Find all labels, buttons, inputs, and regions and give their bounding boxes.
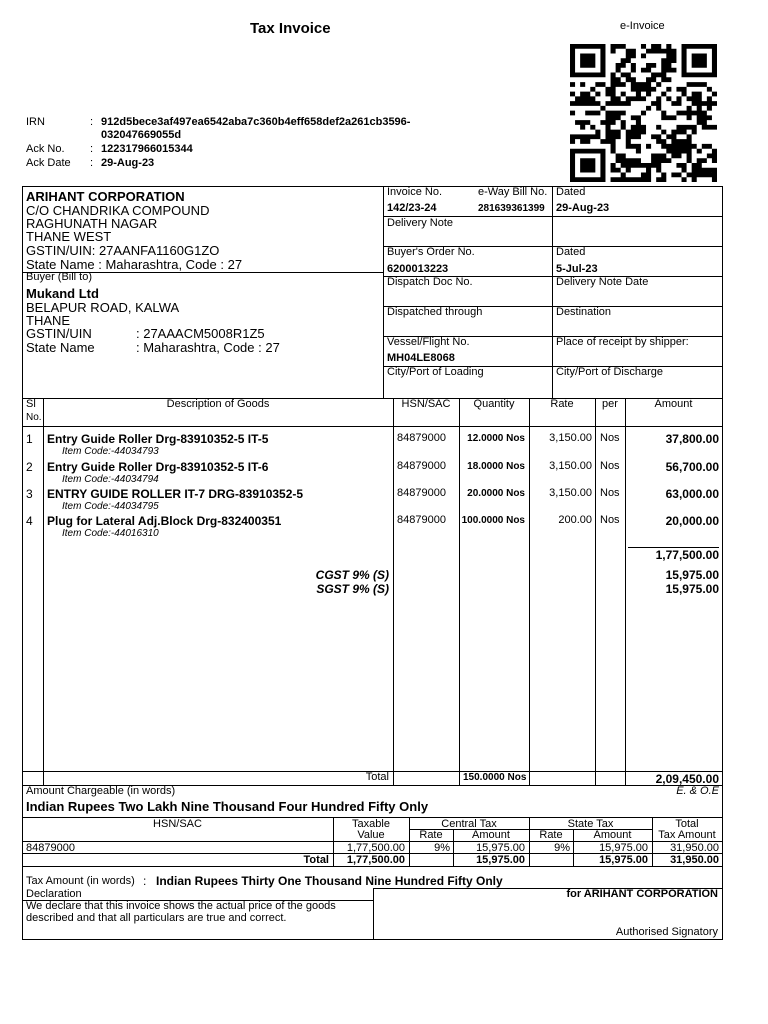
tax-col-hsn: HSN/SAC [153,818,202,830]
delivery-note-date-label: Delivery Note Date [556,276,649,288]
buyer-name: Mukand Ltd [26,286,99,301]
vessel-no: MH04LE8068 [387,352,455,364]
tax-row-hsn: 84879000 [26,842,75,854]
buyer-address-1: BELAPUR ROAD, KALWA [26,300,180,315]
cgst-amount: 15,975.00 [665,568,719,582]
item-rate: 200.00 [558,514,592,526]
col-sl: Sl [26,398,36,410]
declaration-line1: We declare that this invoice shows the actual price of the goods [26,900,336,912]
ack-date-label: Ack Date [26,157,71,169]
buyer-gstin: : 27AAACM5008R1Z5 [136,326,265,341]
item-sl: 3 [26,487,33,501]
tax-row-total: 31,950.00 [670,842,719,854]
tax-col-central: Central Tax [441,818,497,830]
tax-col-total-2: Tax Amount [658,829,716,841]
col-quantity: Quantity [473,398,515,410]
eway-no: 281639361399 [478,203,545,214]
item-sl: 1 [26,432,33,446]
tax-col-total-1: Total [675,818,699,830]
seller-name: ARIHANT CORPORATION [26,189,185,204]
item-amount: 63,000.00 [665,487,719,501]
dispatch-doc-label: Dispatch Doc No. [387,276,473,288]
ack-date-colon: : [90,157,94,169]
declaration-line2: described and that all particulars are true and correct. [26,912,287,924]
tax-total-central: 15,975.00 [476,854,525,866]
seller-address-1: C/O CHANDRIKA COMPOUND [26,203,210,218]
col-per: per [602,398,618,410]
ack-no-label: Ack No. [26,143,65,155]
item-qty: 12.0000 Nos [467,433,525,444]
dated-label: Dated [556,186,586,198]
buyers-order-no: 6200013223 [387,263,449,275]
tax-words-colon: : [143,874,147,888]
tax-col-central-amount: Amount [472,829,510,841]
item-amount: 56,700.00 [665,460,719,474]
tax-total-label: Total [303,854,329,866]
col-description: Description of Goods [166,398,270,410]
irn-label: IRN [26,116,45,128]
eoe-label: E. & O.E [676,785,719,797]
item-sl: 2 [26,460,33,474]
amount-in-words: Indian Rupees Two Lakh Nine Thousand Four Hundred Fifty Only [26,799,429,814]
tax-total-taxable: 1,77,500.00 [346,854,405,866]
tax-row-central-amount: 15,975.00 [476,842,525,854]
tax-col-state-rate: Rate [539,829,563,841]
irn-line2: 032047669055d [101,129,182,141]
tax-total-total: 31,950.00 [670,854,719,866]
delivery-note-label: Delivery Note [387,217,454,229]
tax-total-state: 15,975.00 [599,854,648,866]
item-code: Item Code:-44034793 [62,446,159,457]
tax-row-state-rate: 9% [554,842,570,854]
item-description: ENTRY GUIDE ROLLER IT-7 DRG-83910352-5 [47,487,304,501]
sgst-label: SGST 9% (S) [316,582,389,596]
dispatched-through-label: Dispatched through [387,306,483,318]
place-receipt-label: Place of receipt by shipper: [556,336,689,348]
item-rate: 3,150.00 [549,432,592,444]
authorised-signatory: Authorised Signatory [615,926,718,938]
item-qty: 100.0000 Nos [461,515,525,526]
tax-row-state-amount: 15,975.00 [599,842,648,854]
declaration-label: Declaration [26,888,82,900]
qr-code-icon [570,44,717,182]
invoice-date: 29-Aug-23 [556,202,610,214]
col-no: No. [26,412,42,423]
item-per: Nos [600,514,620,526]
grand-total: 2,09,450.00 [655,772,719,786]
seller-address-3: THANE WEST [26,229,112,244]
tax-col-taxable-1: Taxable [352,818,390,830]
item-rate: 3,150.00 [549,460,592,472]
order-date: 5-Jul-23 [556,263,598,275]
total-quantity: 150.0000 Nos [463,772,527,783]
tax-row-central-rate: 9% [434,842,450,854]
buyer-state: : Maharashtra, Code : 27 [136,340,280,355]
buyers-order-label: Buyer's Order No. [387,246,475,258]
total-label: Total [365,771,389,783]
destination-label: Destination [556,306,612,318]
seller-state: State Name : Maharashtra, Code : 27 [26,257,243,272]
item-per: Nos [600,432,620,444]
for-company: for ARIHANT CORPORATION [566,888,718,900]
item-qty: 20.0000 Nos [467,488,525,499]
page-title: Tax Invoice [250,20,331,37]
item-code: Item Code:-44034794 [62,474,159,485]
tax-col-taxable-2: Value [357,829,385,841]
item-amount: 20,000.00 [665,514,719,528]
amount-words-label: Amount Chargeable (in words) [26,785,176,797]
tax-row-taxable: 1,77,500.00 [346,842,405,854]
col-rate: Rate [550,398,574,410]
item-hsn: 84879000 [397,514,446,526]
tax-col-central-rate: Rate [419,829,443,841]
invoice-no: 142/23-24 [387,202,437,214]
vessel-label: Vessel/Flight No. [387,336,470,348]
ack-date: 29-Aug-23 [101,157,155,169]
seller-address-2: RAGHUNATH NAGAR [26,216,158,231]
tax-words-label: Tax Amount (in words) [26,875,135,887]
buyer-state-label: State Name [26,340,95,355]
item-sl: 4 [26,514,33,528]
einvoice-label: e-Invoice [620,20,665,32]
item-rate: 3,150.00 [549,487,592,499]
invoice-no-label: Invoice No. [387,186,443,198]
irn-colon: : [90,116,94,128]
item-per: Nos [600,460,620,472]
col-amount: Amount [654,398,693,410]
buyer-address-2: THANE [26,313,71,328]
item-hsn: 84879000 [397,487,446,499]
item-code: Item Code:-44016310 [62,528,159,539]
col-hsn: HSN/SAC [401,398,451,410]
item-qty: 18.0000 Nos [467,461,525,472]
order-dated-label: Dated [556,246,586,258]
item-amount: 37,800.00 [665,432,719,446]
irn-line1: 912d5bece3af497ea6542aba7c360b4eff658def2a261cb3596- [101,116,411,128]
buyer-gstin-label: GSTIN/UIN [26,326,92,341]
eway-label: e-Way Bill No. [478,186,548,198]
tax-col-state: State Tax [567,818,614,830]
tax-col-state-amount: Amount [593,829,632,841]
cgst-label: CGST 9% (S) [315,568,389,582]
seller-gstin: GSTIN/UIN: 27AANFA1160G1ZO [26,243,220,258]
item-description: Plug for Lateral Adj.Block Drg-832400351 [47,514,282,528]
ack-no-colon: : [90,143,94,155]
item-code: Item Code:-44034795 [62,501,159,512]
item-description: Entry Guide Roller Drg-83910352-5 IT-6 [47,460,269,474]
city-loading-label: City/Port of Loading [387,366,484,378]
tax-in-words: Indian Rupees Thirty One Thousand Nine Hundred Fifty Only [156,874,503,888]
item-per: Nos [600,487,620,499]
item-hsn: 84879000 [397,432,446,444]
subtotal: 1,77,500.00 [655,548,719,562]
city-discharge-label: City/Port of Discharge [556,366,663,378]
sgst-amount: 15,975.00 [665,582,719,596]
item-description: Entry Guide Roller Drg-83910352-5 IT-5 [47,432,269,446]
ack-no: 122317966015344 [101,143,193,155]
buyer-label: Buyer (Bill to) [26,271,93,283]
item-hsn: 84879000 [397,460,446,472]
